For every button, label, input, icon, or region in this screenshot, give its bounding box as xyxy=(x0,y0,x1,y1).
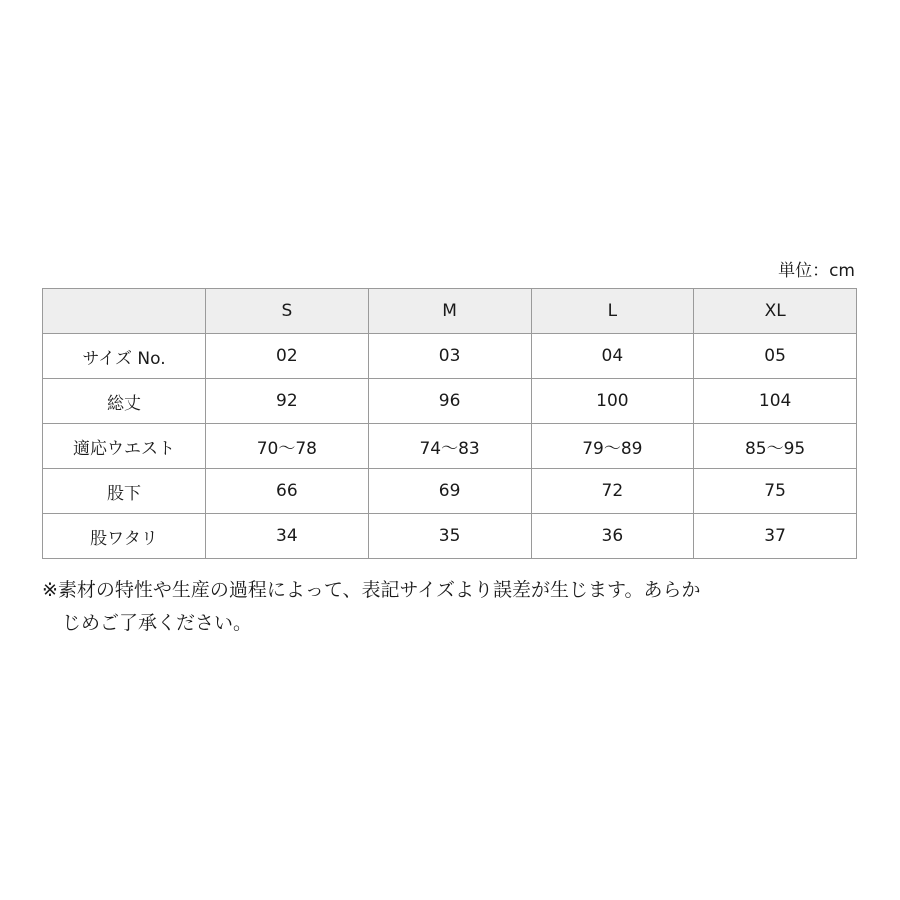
column-header-l: L xyxy=(531,289,694,334)
table-row-total-length xyxy=(43,379,857,424)
table-cell: 66 xyxy=(206,469,369,514)
table-cell: 85〜95 xyxy=(694,424,857,469)
disclaimer-note xyxy=(42,574,842,640)
header-row xyxy=(43,289,857,334)
table-cell: 96 xyxy=(368,379,531,424)
row-label: 総丈 xyxy=(43,379,206,424)
table-cell: 02 xyxy=(206,334,369,379)
table-cell: 03 xyxy=(368,334,531,379)
row-label: 股ワタリ xyxy=(43,514,206,559)
column-header-m: M xyxy=(368,289,531,334)
table-cell: 34 xyxy=(206,514,369,559)
column-header-s: S xyxy=(206,289,369,334)
unit-label: 単位：cm xyxy=(778,261,855,281)
table-cell: 74〜83 xyxy=(368,424,531,469)
table-cell: 72 xyxy=(531,469,694,514)
table-row-waist xyxy=(43,424,857,469)
row-label: 適応ウエスト xyxy=(43,424,206,469)
table-cell: 69 xyxy=(368,469,531,514)
table-cell: 35 xyxy=(368,514,531,559)
table-cell: 100 xyxy=(531,379,694,424)
size-table xyxy=(42,288,857,559)
table-row-size-no xyxy=(43,334,857,379)
table-row-inseam xyxy=(43,469,857,514)
table-cell: 70〜78 xyxy=(206,424,369,469)
table-cell: 79〜89 xyxy=(531,424,694,469)
corner-cell xyxy=(43,289,206,334)
table-cell: 92 xyxy=(206,379,369,424)
table-cell: 36 xyxy=(531,514,694,559)
table-cell: 05 xyxy=(694,334,857,379)
note-line-1: ※素材の特性や生産の過程によって、表記サイズより誤差が生じます。あらか xyxy=(42,579,701,601)
row-label: サイズ No. xyxy=(43,334,206,379)
table-cell: 104 xyxy=(694,379,857,424)
column-header-xl: XL xyxy=(694,289,857,334)
table-cell: 37 xyxy=(694,514,857,559)
note-line-2: じめご了承ください。 xyxy=(62,612,253,634)
table-cell: 75 xyxy=(694,469,857,514)
row-label: 股下 xyxy=(43,469,206,514)
table-cell: 04 xyxy=(531,334,694,379)
table-row-thigh xyxy=(43,514,857,559)
